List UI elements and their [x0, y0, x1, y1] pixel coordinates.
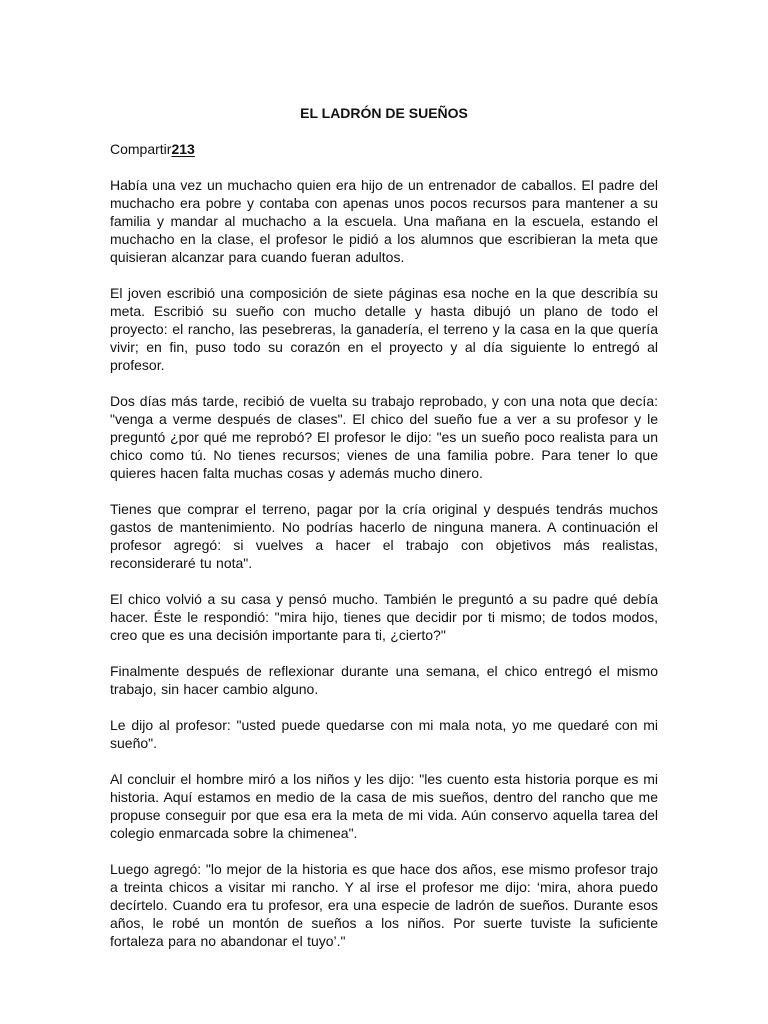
paragraph-1: Había una vez un muchacho quien era hijo de un entrenador de caballos. El padre del muchacho era pobre y contaba con apenas unos pocos recursos para mantener a su familia y mandar al muchacho a la escuela. Una mañana en la escuela, estando el muchacho en la clase, el profesor le pidió a los alumnos que escribieran la meta que quisieran alcanzar para cuando fueran adultos. [110, 177, 658, 265]
paragraph-8: Al concluir el hombre miró a los niños y les dijo: "les cuento esta historia porque es mi historia. Aquí estamos en medio de la casa de mis sueños, dentro del rancho que me propuse conseguir por que esa era la meta de mi vida. Aún conservo aquella tarea del colegio enmarcada sobre la chimenea". [110, 771, 658, 841]
paragraph-3: Dos días más tarde, recibió de vuelta su trabajo reprobado, y con una nota que decía: "venga a verme después de clases". El chico del sueño fue a ver a su profesor y le preguntó ¿por qué me reprobó? El profesor le dijo: "es un sueño poco realista para un chico como tú. No tienes recursos; vienes de una familia pobre. Para tener lo que quieres hacen falta muchas cosas y además mucho dinero. [110, 393, 658, 481]
paragraph-4: Tienes que comprar el terreno, pagar por la cría original y después tendrás muchos gastos de mantenimiento. No podrías hacerlo de ninguna manera. A continuación el profesor agregó: si vuelves a hacer el trabajo con objetivos más realistas, reconsideraré tu nota". [110, 501, 658, 571]
share-label[interactable]: Compartir [110, 141, 172, 157]
paragraph-2: El joven escribió una composición de siete páginas esa noche en la que describía su meta. Escribió su sueño con mucho detalle y hasta dibujó un plano de todo el proyecto: el rancho, las pesebreras, la ganadería, el terreno y la casa en la que quería vivir; en fin, puso todo su corazón en el proyecto y al día siguiente lo entregó al profesor. [110, 285, 658, 373]
share-count-link[interactable]: 213 [171, 141, 195, 157]
paragraph-5: El chico volvió a su casa y pensó mucho. También le preguntó a su padre qué debía hacer. Éste le respondió: "mira hijo, tienes que decidir por ti mismo; de todos modos, creo que es una decisión importante para ti, ¿cierto?" [110, 591, 658, 643]
share-line [110, 140, 658, 158]
document-title: EL LADRÓN DE SUEÑOS [300, 105, 468, 121]
paragraph-6: Finalmente después de reflexionar durante una semana, el chico entregó el mismo trabajo, sin hacer cambio alguno. [110, 663, 658, 697]
paragraph-7: Le dijo al profesor: "usted puede quedarse con mi mala nota, yo me quedaré con mi sueño". [110, 717, 658, 751]
document-page [110, 104, 658, 968]
paragraph-9: Luego agregó: "lo mejor de la historia es que hace dos años, ese mismo profesor trajo a treinta chicos a visitar mi rancho. Y al irse el profesor me dijo: ‘mira, ahora puedo decírtelo. Cuando era tu profesor, era una especie de ladrón de sueños. Durante esos años, le robé un montón de sueños a los niños. Por suerte tuviste la suficiente fortaleza para no abandonar el tuyo’." [110, 861, 658, 949]
